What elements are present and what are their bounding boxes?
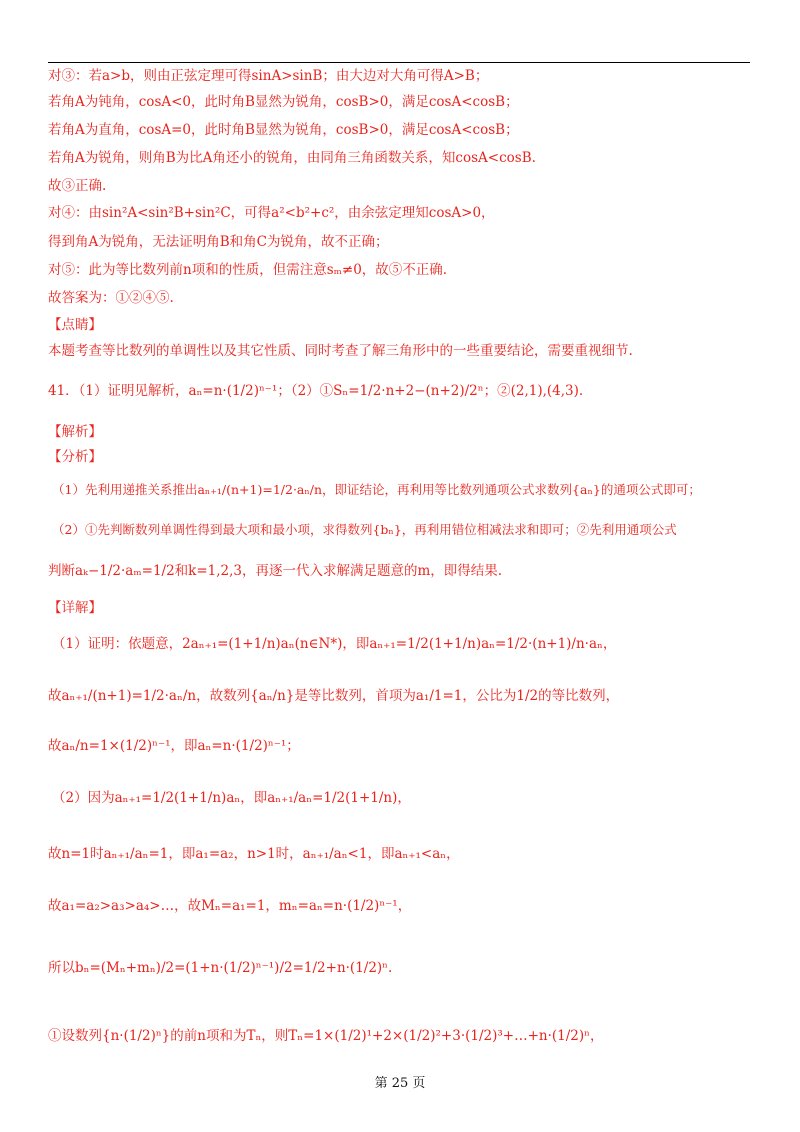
line-5: 故③正确. [48,178,107,194]
line-6: 对④：由sin²A<sin²B+sin²C，可得a²<b²+c²，由余弦定理知cosA>0， [48,205,495,221]
part2-5: ①设数列{n·(1/2)ⁿ}的前n项和为Tₙ，则Tₙ=1×(1/2)¹+2×(1/2)²+3·(1/2)³+…+n·(1/2)ⁿ， [48,1028,604,1044]
part2-4: 所以bₙ=(Mₙ+mₙ)/2=(1+n·(1/2)ⁿ⁻¹)/2=1/2+n·(1/2)ⁿ. [48,960,393,976]
line-2: 若角A为钝角，cosA<0，此时角B显然为锐角，cosB>0，满足cosA<cosB； [48,94,519,110]
proof-2: 故aₙ₊₁/(n+1)=1/2·aₙ/n，故数列{aₙ/n}是等比数列，首项为a₁/1=1，公比为1/2的等比数列， [48,688,620,704]
part2-3: 故a₁=a₂>a₃>a₄>…，故Mₙ=a₁=1，mₙ=aₙ=n·(1/2)ⁿ⁻¹， [48,898,412,914]
line-1: 对③：若a>b，则由正弦定理可得sinA>sinB；由大边对大角可得A>B； [48,68,489,84]
heading-xiangjie: 【详解】 [48,600,102,616]
line-8: 对⑤：此为等比数列前n项和的性质，但需注意sₘ≠0，故⑤不正确. [48,262,448,278]
heading-dianjing: 【点睛】 [48,317,102,333]
answer-41: 41．（1）证明见解析，aₙ=n·(1/2)ⁿ⁻¹；（2）①Sₙ=1/2·n+2−(n+2)/2ⁿ；②(2,1),(4,3). [48,383,584,399]
line-7: 得到角A为锐角，无法证明角B和角C为锐角，故不正确； [48,234,389,250]
line-9: 故答案为：①②④⑤. [48,290,174,306]
analysis-2: （2）①先判断数列单调性得到最大项和最小项，求得数列{bₙ}，再利用错位相减法求和即可；②先利用通项公式 [52,522,677,537]
analysis-3: 判断aₖ−1/2·aₘ=1/2和k=1,2,3，再逐一代入求解满足题意的m，即得结果. [48,563,503,579]
proof-1: （1）证明：依题意，2aₙ₊₁=(1+1/n)aₙ(n∈N*)，即aₙ₊₁=1/2(1+1/n)aₙ=1/2·(n+1)/n·aₙ， [52,636,617,652]
proof-3: 故aₙ/n=1×(1/2)ⁿ⁻¹，即aₙ=n·(1/2)ⁿ⁻¹； [48,738,300,754]
page-number: 第 25 页 [374,1076,426,1091]
part2-2: 故n=1时aₙ₊₁/aₙ=1，即a₁=a₂，n>1时，aₙ₊₁/aₙ<1，即aₙ₊₁<aₙ， [48,846,460,862]
line-11: 本题考查等比数列的单调性以及其它性质、同时考查了解三角形中的一些重要结论，需要重视细节. [48,343,633,359]
line-3: 若角A为直角，cosA=0，此时角B显然为锐角，cosB>0，满足cosA<cosB； [48,122,519,138]
heading-fenxi: 【分析】 [48,449,102,465]
heading-jiexi: 【解析】 [48,424,102,440]
part2-1: （2）因为aₙ₊₁=1/2(1+1/n)aₙ，即aₙ₊₁/aₙ=1/2(1+1/n)， [52,790,411,806]
line-4: 若角A为锐角，则角B为比A角还小的锐角，由同角三角函数关系，知cosA<cosB. [48,150,536,166]
analysis-1: （1）先利用递推关系推出aₙ₊₁/(n+1)=1/2·aₙ/n，即证结论，再利用等比数列通项公式求数列{aₙ}的通项公式即可； [52,482,701,497]
header-rule [48,62,750,63]
